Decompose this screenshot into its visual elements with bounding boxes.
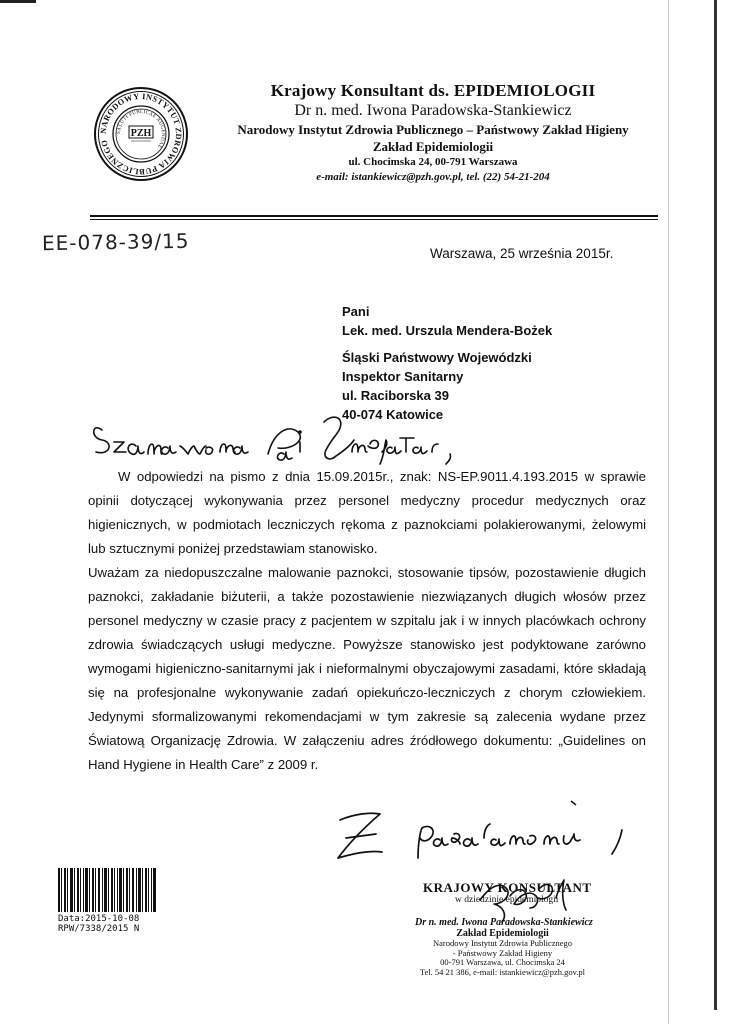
recipient-line-title: Pani: [342, 304, 370, 319]
stamp-institute-2: - Państwowy Zakład Higieny: [452, 947, 553, 958]
seal-logo-text: PZH: [130, 128, 152, 139]
handwritten-salutation: [88, 408, 508, 468]
body-paragraph-1: W odpowiedzi na pismo z dnia 15.09.2015r., znak: NS-EP.9011.4.193.2015 w sprawie opinii dotyczącej wykonywania przez personel medyczny procedur medycznych oraz higienicznych, w podmiotach leczniczych rękoma z paznokciami polakierowanymi, żelowymi lub sztucznymi poniżej przedstawiam stanowisko.: [88, 469, 646, 556]
barcode: [58, 868, 156, 912]
stamp-name: Dr n. med. Iwona Paradowska-Stankiewicz: [415, 917, 593, 928]
letterhead-title: Krajowy Konsultant ds. EPIDEMIOLOGII: [270, 81, 596, 100]
seal-ring-text: NARODOWY INSTYTUT ZDROWIA PUBLICZNEGO: [98, 91, 184, 177]
recipient-gap: [342, 340, 552, 348]
letterhead-contact: e-mail: istankiewicz@pzh.gov.pl, tel. (22) 54-21-204: [316, 171, 550, 183]
scan-edge-top: [0, 0, 36, 3]
ink-mark: [570, 800, 578, 806]
stamp-address: 00-791 Warszawa, ul. Chocimska 24: [440, 957, 565, 967]
barcode-date: Data:2015-10-08: [58, 914, 140, 924]
letterhead-divider: [90, 215, 658, 217]
stamp-subtitle: w dziedzinie epidemiologii: [455, 895, 559, 905]
stamp-institute-1: Narodowy Instytut Zdrowia Publicznego: [432, 938, 573, 948]
letterhead: [198, 80, 668, 185]
recipient-line-role: Inspektor Sanitarny: [342, 369, 464, 384]
seal-inner-text: SALUTI PUBLICAE AUGENDAE: [116, 109, 166, 149]
handwritten-signature: [470, 858, 610, 938]
recipient-line-street: ul. Raciborska 39: [342, 388, 449, 403]
pzh-seal-logo: [93, 86, 189, 182]
stamp-contact: Tel. 54 21 386, e-mail: istankiewicz@pzh.gov.pl: [419, 966, 586, 977]
stamp-department: Zakład Epidemiologii: [456, 928, 549, 939]
barcode-caption: [58, 914, 139, 934]
letterhead-institute: Narodowy Instytut Zdrowia Publicznego – Państwowy Zakład Higieny: [237, 122, 629, 137]
recipient-line-office: Śląski Państwowy Wojewódzki: [342, 350, 532, 365]
letterhead-address: ul. Chocimska 24, 00-791 Warszawa: [348, 156, 518, 168]
stamp-title: KRAJOWY KONSULTANT: [423, 880, 592, 895]
letterhead-divider-thin: [90, 219, 658, 220]
barcode-number: RPW/7338/2015 N: [58, 924, 140, 934]
letter-body: [88, 465, 646, 777]
letter-date: Warszawa, 25 września 2015r.: [430, 246, 614, 261]
letterhead-name: Dr n. med. Iwona Paradowska-Stankiewicz: [294, 102, 572, 119]
letterhead-department: Zakład Epidemiologii: [372, 139, 494, 154]
scan-edge-right: [714, 0, 717, 1010]
recipient-line-city: 40-074 Katowice: [342, 407, 444, 422]
body-paragraph-2: Uważam za niedopuszczalne malowanie paznokci, stosowanie tipsów, pozostawienie długich paznokci, zakładanie biżuterii, a także pozostawienie niezwiązanych długich włosów przez personel medyczny w czasie pracy z pacjentem w szpitalu jak i w innych placówkach ochrony zdrowia świadczących usługi medyczne. Powyższe stanowisko jest podyktowane zarówno wymogami higieniczno-sanitarnymi jak i nieformalnymi obyczajowymi zasadami, które składają się na profesjonalne wykonywanie zadań opiekuńczo-leczniczych z chorym człowiekiem. Jedynymi sformalizowanymi rekomendacjami w tym zakresie są zalecenia wydane przez Światową Organizację Zdrowia. W załączeniu adres źródłowego dokumentu: „Guidelines on Hand Hygiene in Health Care” z 2009 r.: [88, 565, 646, 772]
recipient-line-name: Lek. med. Urszula Mendera-Bożek: [342, 323, 553, 338]
recipient-block: [342, 302, 552, 424]
scan-edge-faint: [668, 0, 669, 1024]
handwritten-reference-number: EE-078-39/15: [41, 228, 190, 256]
